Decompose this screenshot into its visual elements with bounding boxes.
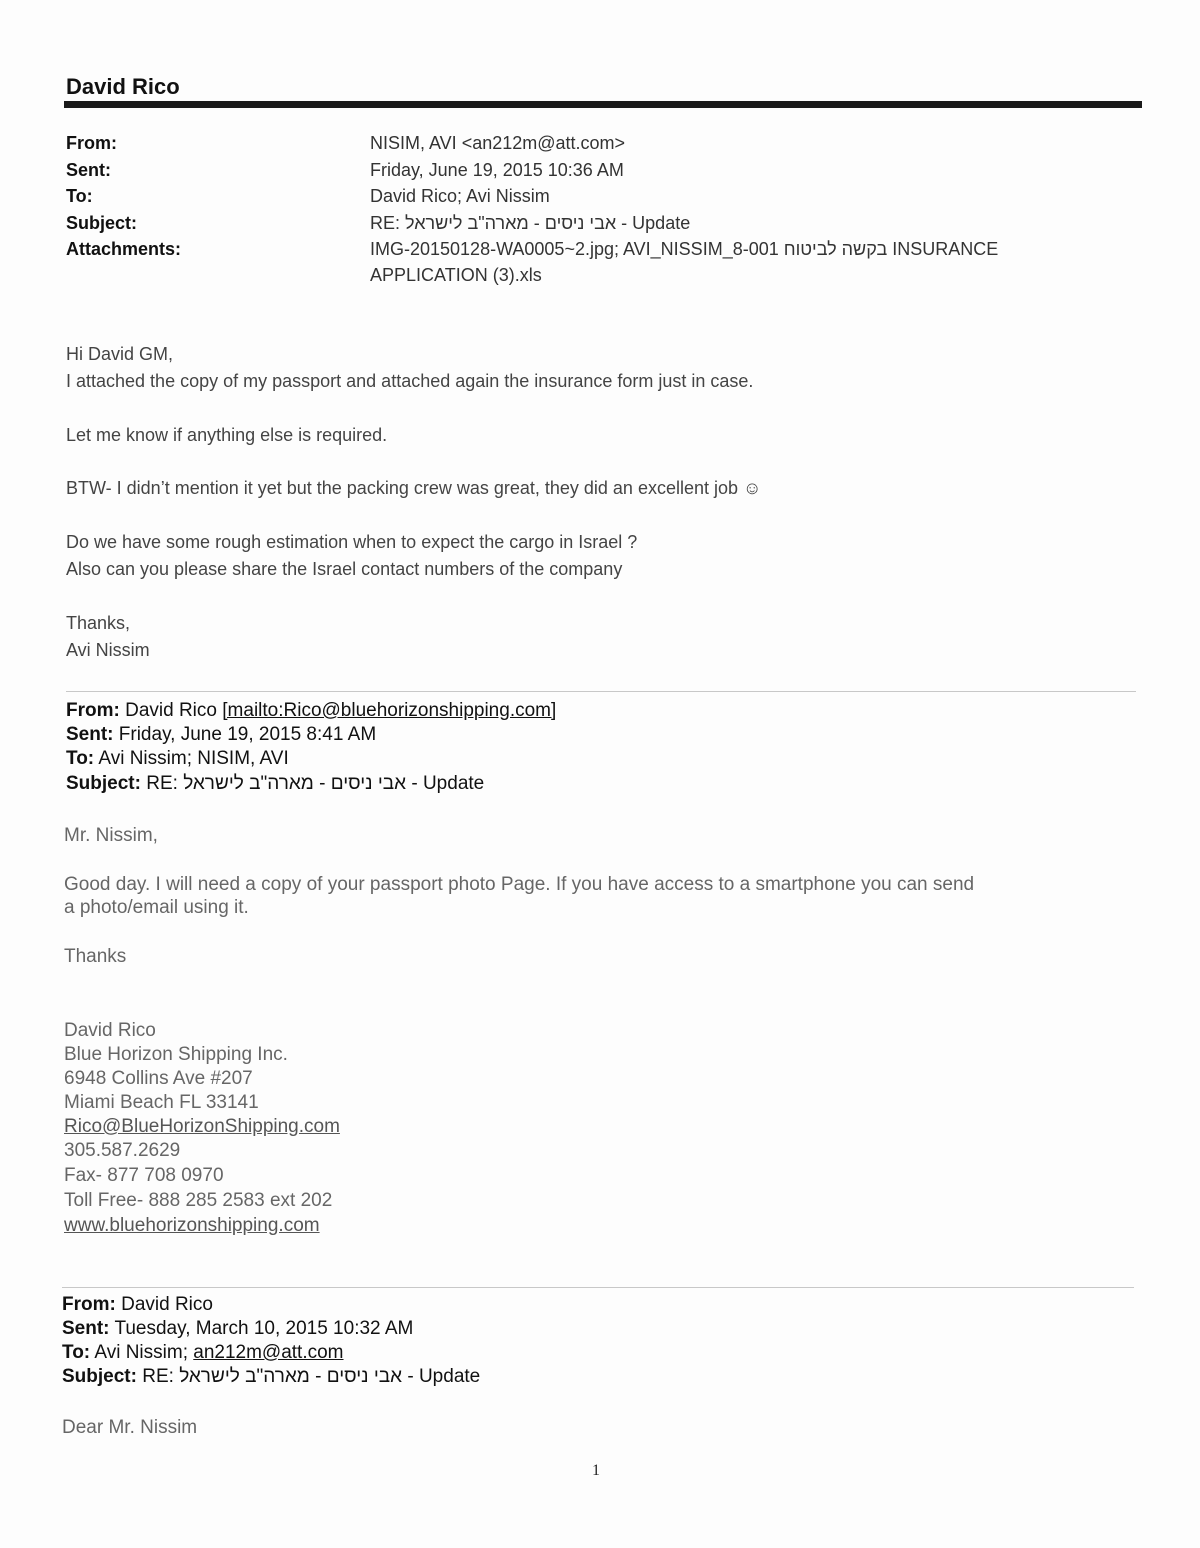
sent-value: Tuesday, March 10, 2015 10:32 AM [114,1318,414,1339]
email1-greeting: Hi David GM, [66,344,174,364]
email1-body-line: BTW- I didn’t mention it yet but the packing crew was great, they did an excellent job ☺ [66,478,762,498]
from-value: David Rico [121,1294,213,1315]
email2-thanks: Thanks [64,946,127,967]
email1-body-line: I attached the copy of my passport and attached again the insurance form just in case. [66,371,754,391]
email2-to [66,748,289,770]
email2-salutation: Mr. Nissim, [64,825,158,846]
sent-label: Sent: [66,724,114,745]
email2-from [66,700,556,722]
to-label: To: [62,1342,91,1363]
document-owner: David Rico [66,74,180,99]
subject-label: Subject: [62,1366,137,1387]
from-label: From: [66,133,117,153]
from-value: NISIM, AVI <an212m@att.com> [370,133,626,153]
subject-value: RE: אבי ניסים - מארה"ב לישראל - Update [142,1366,481,1387]
signature-name: David Rico [64,1020,156,1041]
email1-body-line: Also can you please share the Israel contact numbers of the company [66,559,623,579]
mailto-link[interactable]: [mailto:Rico@bluehorizonshipping.com] [222,700,557,721]
email1-body-line: Let me know if anything else is required. [66,425,388,445]
page-number: 1 [592,1462,600,1479]
attachments-value-line2: APPLICATION (3).xls [370,265,542,285]
email3-subject [62,1366,480,1388]
signature-website-link[interactable]: www.bluehorizonshipping.com [64,1215,320,1236]
to-value: David Rico; Avi Nissim [370,186,550,206]
signature-address: Miami Beach FL 33141 [64,1092,259,1113]
signature-address: 6948 Collins Ave #207 [64,1068,253,1089]
header-rule [64,101,1142,108]
from-label: From: [62,1294,116,1315]
email3-from [62,1294,213,1316]
email1-signature-name: Avi Nissim [66,640,150,660]
subject-value: RE: אבי ניסים - מארה"ב לישראל - Update [146,773,485,794]
to-email-link[interactable]: an212m@att.com [193,1342,344,1363]
from-value: David Rico [125,700,217,721]
separator-line [66,691,1136,692]
to-value: Avi Nissim; [94,1342,188,1363]
subject-label: Subject: [66,773,141,794]
email2-sent [66,724,376,746]
signature-email-link[interactable]: Rico@BlueHorizonShipping.com [64,1116,340,1137]
email2-subject [66,773,484,795]
signature-phone: 305.587.2629 [64,1140,181,1161]
email3-salutation: Dear Mr. Nissim [62,1417,198,1438]
email1-body-line: Do we have some rough estimation when to expect the cargo in Israel ? [66,532,638,552]
to-label: To: [66,186,93,206]
to-value: Avi Nissim; NISIM, AVI [98,748,289,769]
signature-toll-free: Toll Free- 888 285 2583 ext 202 [64,1190,333,1211]
sent-label: Sent: [66,160,111,180]
sent-label: Sent: [62,1318,110,1339]
sent-value: Friday, June 19, 2015 8:41 AM [118,724,377,745]
separator-line [62,1287,1134,1288]
email2-body-line: a photo/email using it. [64,897,249,918]
signature-company: Blue Horizon Shipping Inc. [64,1044,288,1065]
email3-sent [62,1318,413,1340]
attachments-label: Attachments: [66,239,182,259]
email2-body-line: Good day. I will need a copy of your passport photo Page. If you have access to a smartphone you can send [64,874,975,895]
subject-value: RE: אבי ניסים - מארה"ב לישראל - Update [370,213,691,233]
to-label: To: [66,748,95,769]
from-label: From: [66,700,120,721]
sent-value: Friday, June 19, 2015 10:36 AM [370,160,624,180]
signature-fax: Fax- 877 708 0970 [64,1165,224,1186]
email3-to [62,1342,344,1364]
attachments-value-line1: IMG-20150128-WA0005~2.jpg; AVI_NISSIM_8-001 בקשה לביטוח INSURANCE [370,239,999,259]
subject-label: Subject: [66,213,138,233]
email1-closing: Thanks, [66,613,131,633]
